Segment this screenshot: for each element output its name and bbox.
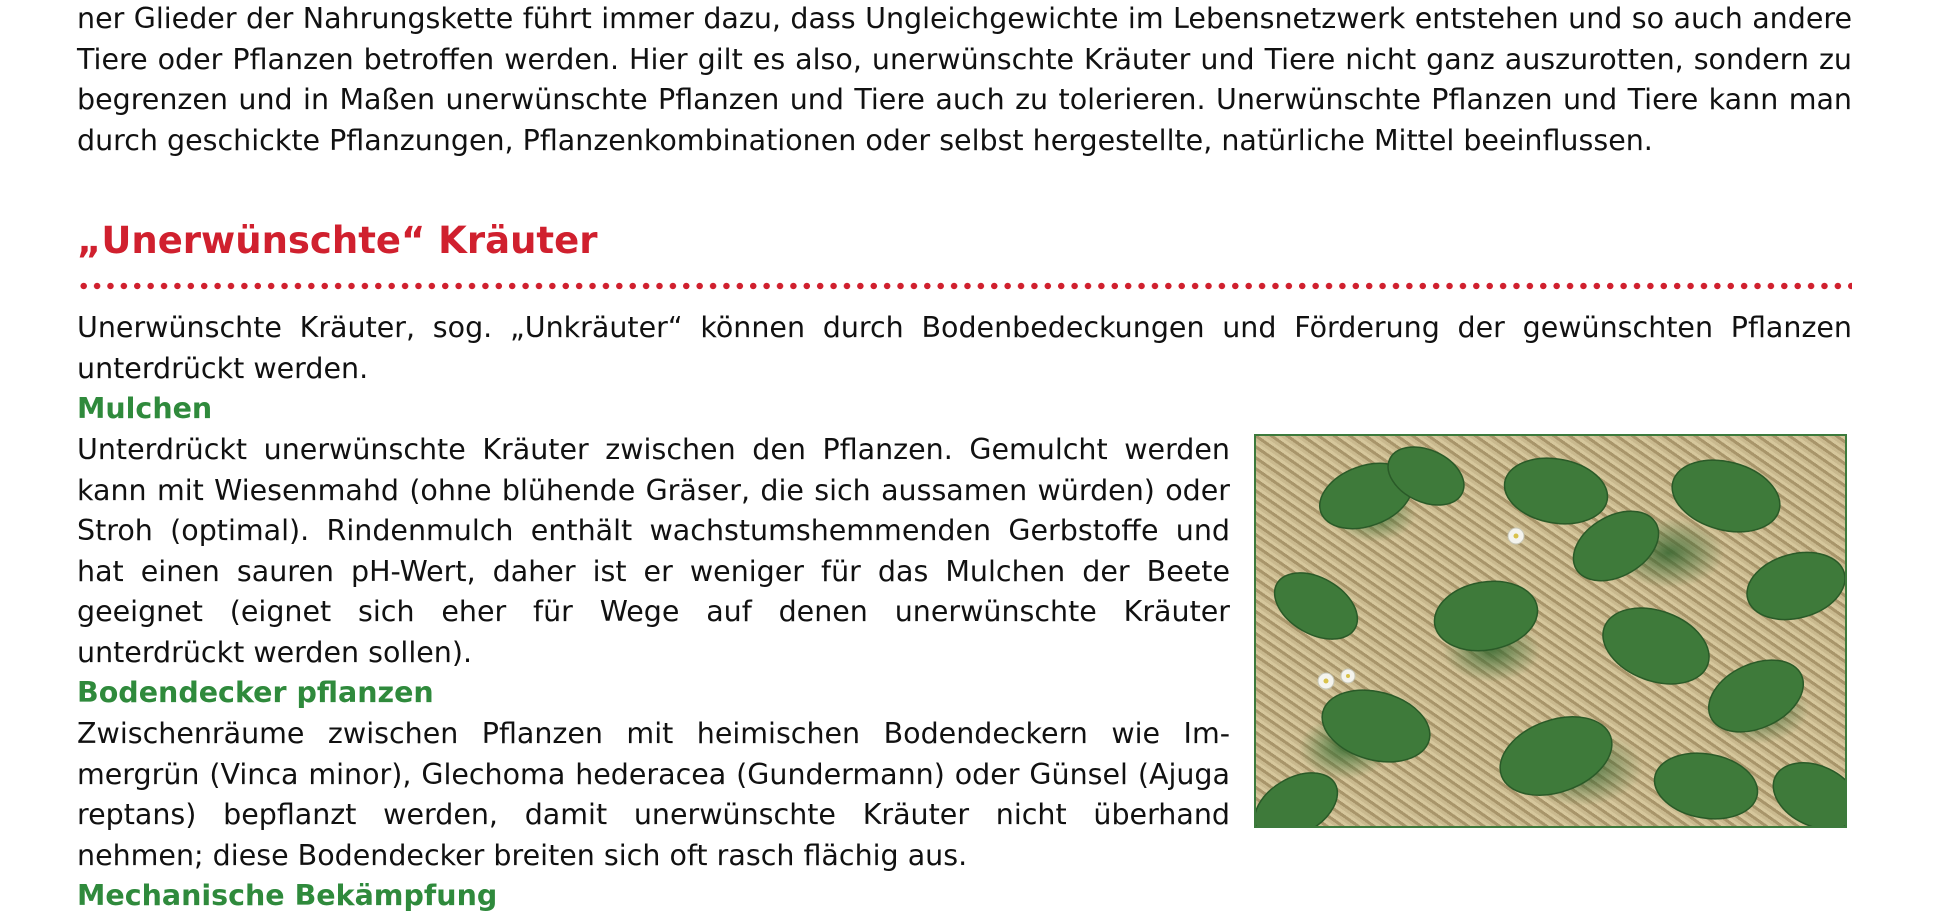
section-heading: „Unerwünschte“ Kräuter <box>77 219 598 262</box>
strawberry-mulch-photo <box>1254 434 1847 828</box>
subheading-bodendecker: Bodendecker pflanzen <box>77 676 434 709</box>
section-intro-paragraph: Unerwünschte Kräuter, sog. „Unkräuter“ können durch Bodenbedeckungen und Förderung der gewünschten Pflanzen unterdrückt werden. <box>77 311 1852 385</box>
strawberry-plants-illustration <box>1256 436 1847 828</box>
dotted-divider <box>77 282 1852 290</box>
subheading-mechanische-bekaempfung: Mechanische Bekämpfung <box>77 879 498 912</box>
intro-paragraph: ner Glieder der Nahrungskette führt immer dazu, dass Ungleichgewichte im Lebensnetzwerk entstehen und so auch andere Tiere oder Pflanzen betroffen werden. Hier gilt es also, unerwünschte Kräuter und Tiere nicht ganz auszurotten, sondern zu begrenzen und in Maßen unerwünschte Pflanzen und Tiere auch zu tolerieren. Unerwünschte Pflanzen und Tiere kann man durch geschickte Pflanzungen, Pflanzenkombinationen oder selbst hergestellte, natürliche Mittel beeinflussen. <box>77 2 1852 157</box>
bodendecker-paragraph: Zwischenräume zwischen Pflanzen mit heimischen Bodendeckern wie Immergrün (Vinca minor), Glechoma hederacea (Gundermann) oder Günsel (Ajuga reptans) bepflanzt werden, damit unerwünschte Kräuter nicht überhand nehmen; diese Bodendecker breiten sich oft rasch flächig aus. <box>77 717 1230 872</box>
subheading-mulchen: Mulchen <box>77 392 213 425</box>
mulchen-paragraph: Unterdrückt unerwünschte Kräuter zwischen den Pflanzen. Gemulcht werden kann mit Wiesenmahd (ohne blühende Gräser, die sich aussamen würden) oder Stroh (optimal). Rindenmulch enthält wachstumshemmenden Gerbstoffe und hat einen sauren pH-Wert, daher ist er weniger für das Mulchen der Beete geeignet (eignet sich eher für Wege auf denen unerwünschte Kräuter unterdrückt werden sollen). <box>77 433 1230 669</box>
